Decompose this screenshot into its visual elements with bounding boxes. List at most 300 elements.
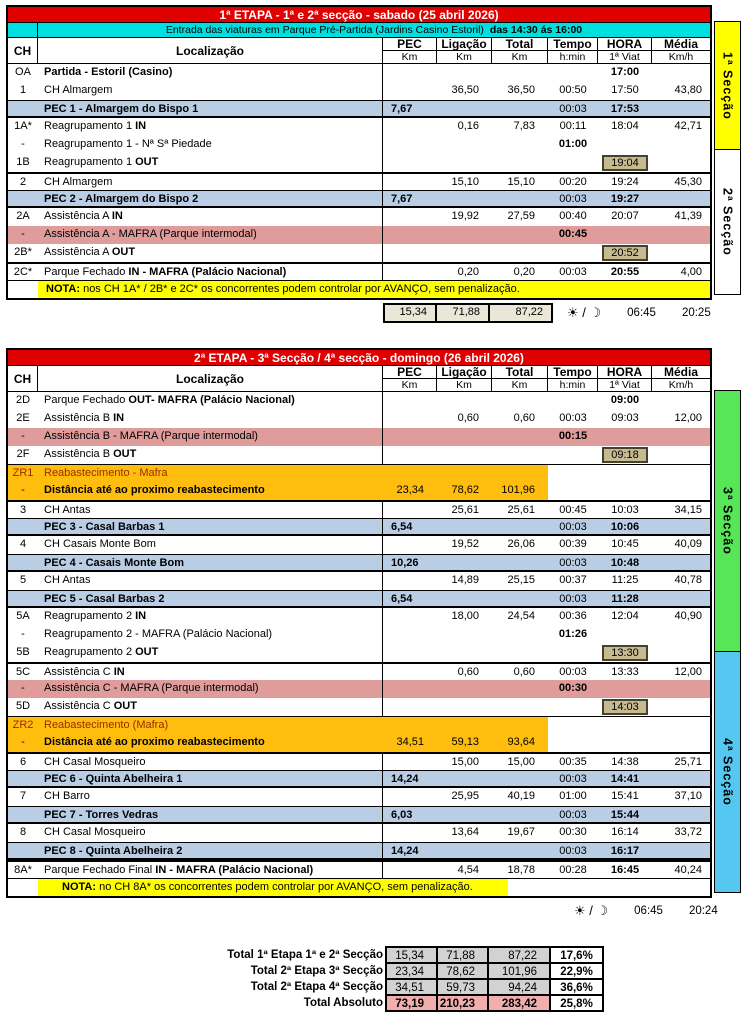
itinerary-row [8,154,710,172]
cell-localizacao: PEC 2 - Almargem do Bispo 2 [38,191,383,206]
header-col-lig [437,366,492,391]
cell-ch: 2E [16,412,30,424]
cell-hora [598,226,652,244]
cell-ch [8,101,38,116]
cell-pec: 6,54 [391,521,413,533]
cell-pec [383,608,437,626]
cell-localizacao: Reagrupamento 2 - MAFRA (Palácio Nacional) [38,626,383,644]
cell-ch: 2B* [14,246,32,258]
cell-hora: 14:41 [610,773,640,785]
cell-ch: 5 [19,574,27,586]
cell-lig [437,446,492,464]
cell-tot: 0,60 [513,666,535,678]
cell-hora: 10:45 [611,538,639,550]
cell-hora [598,482,652,500]
cell-media [652,771,710,786]
cell-tot [492,226,548,244]
cell-ch: 5C [15,666,31,678]
cell-pec [383,410,437,428]
cell-ch: ZR2 [8,717,38,734]
cell-pec [383,392,437,410]
cell-pec [383,174,437,190]
itinerary-row [8,464,710,482]
cell-lig: 4,54 [457,864,479,876]
cell-ch: 2D [15,394,31,406]
cell-pec [383,154,437,172]
cell-lig: 15,10 [451,176,479,188]
cell-media [652,64,710,82]
cell-tot [492,191,548,206]
totals-km-cell: 78,62 [436,962,489,980]
cell-hora: 10:03 [611,504,639,516]
cell-tempo: 00:03 [559,521,587,533]
cell-tot [492,555,548,570]
cell-pec [383,64,437,82]
itinerary-row [8,662,710,680]
stage-total-box: 87,22 [488,303,553,323]
header-col-tot [492,38,548,63]
cell-localizacao: Assistência A - MAFRA (Parque intermodal) [38,226,383,244]
section-band [714,149,741,295]
cell-localizacao: PEC 8 - Quinta Abelheira 2 [38,843,383,858]
cell-hora: 12:04 [611,610,639,622]
cell-hora: 10:48 [610,557,640,569]
cell-lig: 59,13 [437,734,492,752]
cell-lig [437,465,492,482]
itinerary-row [8,392,710,410]
hora-control-box: 20:52 [602,245,648,261]
header-col-line2: Km [511,379,528,391]
cell-ch [8,281,38,298]
cell-tot: 27,59 [507,210,535,222]
cell-lig [437,843,492,858]
cell-tempo: 00:03 [559,773,587,785]
cell-media [652,154,710,172]
section-band-label: 2ª Secção [720,188,735,257]
cell-tot [492,626,548,644]
cell-localizacao: PEC 3 - Casal Barbas 1 [38,519,383,534]
cell-hora [598,154,652,172]
cell-media [652,807,710,822]
totals-pct-cell: 17,6% [549,946,604,964]
cell-tot [492,680,548,698]
cell-hora: 20:55 [610,266,640,278]
cell-tempo: 00:36 [559,610,587,622]
cell-pec: 34,51 [383,734,437,752]
cell-localizacao: CH Barro [38,788,383,806]
itinerary-row [8,428,710,446]
cell-tempo [548,482,598,500]
cell-media: 37,10 [674,790,702,802]
cell-ch [8,555,38,570]
totals-pct-cell: 25,8% [549,994,604,1012]
totals-km-cell: 283,42 [487,994,551,1012]
cell-ch: 2C* [13,266,33,278]
cell-tot [492,519,548,534]
itinerary-row [8,878,710,896]
cell-hora: 11:28 [611,593,639,605]
cell-ch: 5B [16,646,30,658]
cell-hora [598,446,652,464]
cell-tempo: 00:03 [559,412,587,424]
totals-row-label: Total 2ª Etapa 4ª Secção [250,981,383,993]
cell-tot [492,154,548,172]
itinerary-row [8,280,710,298]
cell-pec [383,717,437,734]
header-col-line1: Tempo [548,38,597,51]
cell-hora [598,734,652,752]
cell-tot: 25,61 [507,504,535,516]
etapa-title: 1ª ETAPA - 1ª e 2ª secção - sabado (25 abril 2026) [8,7,710,23]
cell-tot [492,465,548,482]
cell-media [652,136,710,154]
cell-tot: 101,96 [492,482,548,500]
header-col-line2: Km [456,379,472,391]
cell-tot [492,244,548,262]
cell-hora [598,644,652,662]
header-col-line1: Total [492,366,547,379]
cell-localizacao: Parque Fechado IN - MAFRA (Palácio Nacional) [38,264,383,280]
cell-lig [437,136,492,154]
cell-lig [437,626,492,644]
cell-media: 33,72 [674,826,702,838]
cell-media [652,482,710,500]
itinerary-row [8,860,710,878]
cell-tot [492,101,548,116]
cell-lig: 25,95 [451,790,479,802]
cell-pec: 6,03 [391,809,413,821]
cell-localizacao: PEC 7 - Torres Vedras [38,807,383,822]
cell-pec [383,644,437,662]
header-ch: CH [8,366,38,391]
cell-pec [383,118,437,136]
cell-lig [437,680,492,698]
header-col-line1: Tempo [548,366,597,379]
header-col-line2: h:min [559,51,586,63]
cell-localizacao: CH Antas [38,572,383,590]
header-col-pec [383,366,437,391]
totals-km-cell: 15,34 [385,946,438,964]
cell-lig: 25,61 [451,504,479,516]
cell-tempo: 00:03 [559,809,587,821]
cell-ch [8,843,38,858]
cell-tempo: 00:39 [559,538,587,550]
cell-localizacao: PEC 6 - Quinta Abelheira 1 [38,771,383,786]
section-band-label: 3ª Secção [720,487,735,555]
itinerary-row [8,536,710,554]
cell-hora [598,136,652,154]
cell-tempo: 00:37 [559,574,587,586]
sunrise-time: 06:45 [627,307,656,319]
entry-time: das 14:30 ás 16:00 [489,24,583,36]
cell-media: 4,00 [680,266,702,278]
cell-media [652,680,710,698]
cell-localizacao: Reagrupamento 2 IN [38,608,383,626]
cell-tempo [548,717,598,734]
cell-lig: 13,64 [451,826,479,838]
cell-tot: 0,60 [513,412,535,424]
cell-pec: 14,24 [391,845,419,857]
section-band [714,390,741,652]
itinerary-row [8,518,710,536]
cell-localizacao: Parque Fechado Final IN - MAFRA (Palácio Nacional) [38,862,383,878]
cell-pec [383,208,437,226]
cell-localizacao: PEC 1 - Almargem do Bispo 1 [38,101,383,116]
itinerary-row [8,680,710,698]
nota-filler [508,879,710,896]
itinerary-row [8,716,710,734]
cell-hora: 19:27 [610,193,640,205]
etapa-1-section-bands [714,21,741,296]
nota-text: NOTA: no CH 8A* os concorrentes podem controlar por AVANÇO, sem penalização. [38,879,508,896]
cell-hora: 15:44 [610,809,640,821]
itinerary-row [8,626,710,644]
cell-localizacao: Assistência B OUT [38,446,383,464]
stage-total-box: 15,34 [383,303,437,323]
cell-lig [437,771,492,786]
cell-media: 34,15 [674,504,702,516]
cell-tot [492,64,548,82]
cell-lig [437,807,492,822]
cell-ch [8,191,38,206]
cell-tot: 15,10 [507,176,535,188]
cell-hora [598,626,652,644]
cell-tempo: 00:03 [559,103,587,115]
cell-pec [383,136,437,154]
cell-tempo: 00:03 [559,557,587,569]
cell-media: 12,00 [674,666,702,678]
cell-localizacao: CH Casal Mosqueiro [38,824,383,842]
cell-pec [383,428,437,446]
cell-tempo: 00:45 [558,228,588,240]
totals-km-cell: 210,23 [436,994,489,1012]
cell-lig: 0,60 [457,412,479,424]
etapa-2-summary-row [560,903,718,919]
cell-ch: 5A [16,610,30,622]
cell-localizacao: PEC 5 - Casal Barbas 2 [38,591,383,606]
cell-ch: 6 [19,756,27,768]
cell-pec [383,680,437,698]
header-localizacao: Localização [38,38,383,63]
cell-localizacao: Assistência B - MAFRA (Parque intermodal) [38,428,383,446]
cell-tempo: 00:03 [559,845,587,857]
cell-tot [492,428,548,446]
cell-media [652,244,710,262]
cell-tot: 24,54 [507,610,535,622]
cell-lig: 36,50 [451,84,479,96]
cell-ch: 5D [15,700,31,712]
cell-tot: 0,20 [513,266,535,278]
cell-lig [437,644,492,662]
header-col-line2: 1ª Viat [609,51,640,63]
itinerary-row [8,226,710,244]
cell-localizacao: Reabastecimento - Mafra [38,465,383,482]
cell-hora: 09:03 [611,412,639,424]
cell-lig [437,226,492,244]
header-col-line1: PEC [383,38,436,51]
cell-hora: 17:53 [610,103,640,115]
cell-hora: 13:33 [611,666,639,678]
cell-tempo [548,644,598,662]
cell-localizacao: Reabastecimento (Mafra) [38,717,383,734]
cell-pec [383,698,437,716]
cell-ch: - [21,628,25,640]
itinerary-row [8,118,710,136]
cell-ch [8,807,38,822]
cell-localizacao: CH Almargem [38,174,383,190]
cell-tempo: 00:45 [559,504,587,516]
totals-row-label: Total 2ª Etapa 3ª Secção [250,965,383,977]
cell-tempo: 00:20 [559,176,587,188]
itinerary-row [8,806,710,824]
cell-media: 40,78 [674,574,702,586]
itinerary-row [8,262,710,280]
cell-pec: 10,26 [391,557,419,569]
cell-hora: 15:41 [611,790,639,802]
cell-ch [8,879,38,896]
totals-table [0,946,752,1012]
cell-tot: 36,50 [507,84,535,96]
header-localizacao: Localização [38,366,383,391]
totals-km-cell: 101,96 [487,962,551,980]
cell-localizacao: Distância até ao proximo reabastecimento [38,734,383,752]
cell-pec [383,862,437,878]
header-col-hora [598,38,652,63]
totals-pct-cell: 36,6% [549,978,604,996]
table-header [8,38,710,64]
header-col-line1: Total [492,38,547,51]
cell-tot [492,446,548,464]
cell-media [652,446,710,464]
cell-lig [437,428,492,446]
cell-ch: - [21,228,25,240]
cell-lig [437,191,492,206]
totals-row [0,994,752,1012]
cell-hora [598,680,652,698]
cell-tot [492,392,548,410]
cell-localizacao: Reagrupamento 1 OUT [38,154,383,172]
cell-tempo [548,734,598,752]
section-band [714,651,741,893]
cell-lig: 78,62 [437,482,492,500]
cell-media [652,226,710,244]
hora-control-box: 14:03 [602,699,648,715]
itinerary-row [8,590,710,608]
header-col-line1: Média [652,366,710,379]
entry-ch-cell [8,23,38,37]
itinerary-row [8,82,710,100]
cell-tot: 93,64 [492,734,548,752]
cell-localizacao: Parque Fechado OUT- MAFRA (Palácio Nacional) [38,392,383,410]
totals-km-cell: 71,88 [436,946,489,964]
totals-km-cell: 59,73 [436,978,489,996]
cell-tot: 7,83 [513,120,535,132]
cell-localizacao: Assistência B IN [38,410,383,428]
cell-tempo: 00:03 [559,593,587,605]
cell-pec [383,664,437,680]
cell-lig: 19,92 [451,210,479,222]
cell-hora [598,698,652,716]
cell-localizacao: Reagrupamento 1 IN [38,118,383,136]
cell-ch: 1A* [14,120,32,132]
cell-ch: 7 [19,790,27,802]
cell-media [652,101,710,116]
cell-pec [383,626,437,644]
cell-hora [598,428,652,446]
cell-lig: 15,00 [451,756,479,768]
cell-hora: 14:38 [611,756,639,768]
cell-lig [437,244,492,262]
cell-tempo: 00:40 [559,210,587,222]
itinerary-row [8,734,710,752]
cell-media [652,428,710,446]
cell-lig: 0,20 [457,266,479,278]
cell-hora [598,465,652,482]
cell-pec [383,788,437,806]
header-col-line2: Km/h [668,51,694,63]
cell-localizacao: Assistência A IN [38,208,383,226]
cell-ch [8,591,38,606]
cell-tempo: 00:03 [559,266,587,278]
header-col-media [652,38,710,63]
itinerary-row [8,244,710,262]
itinerary-row [8,64,710,82]
header-col-tempo [548,38,598,63]
header-col-line1: HORA [598,366,651,379]
totals-pct-cell: 22,9% [549,962,604,980]
cell-tempo [548,392,598,410]
cell-tempo [548,446,598,464]
totals-km-cell: 94,24 [487,978,551,996]
cell-tempo: 00:15 [558,430,588,442]
cell-tot [492,136,548,154]
cell-lig: 0,60 [457,666,479,678]
cell-hora: 11:25 [611,574,639,586]
header-col-line1: PEC [383,366,436,379]
etapa-1-table [6,5,712,300]
cell-media [652,519,710,534]
cell-tot: 25,15 [507,574,535,586]
cell-tot [492,698,548,716]
header-col-pec [383,38,437,63]
header-col-line1: HORA [598,38,651,51]
header-col-line2: 1ª Viat [609,379,640,391]
itinerary-row [8,190,710,208]
cell-tempo: 00:03 [559,666,587,678]
cell-hora: 16:17 [610,845,640,857]
totals-km-cell: 87,22 [487,946,551,964]
cell-pec [383,824,437,842]
cell-pec: 6,54 [391,593,413,605]
cell-pec [383,754,437,770]
cell-hora: 16:45 [610,864,640,876]
header-col-line2: Km/h [668,379,694,391]
cell-lig [437,519,492,534]
itinerary-row [8,752,710,770]
hora-control-box: 13:30 [602,645,648,661]
cell-ch: - [21,138,25,150]
nota-text: NOTA: nos CH 1A* / 2B* e 2C* os concorrentes podem controlar por AVANÇO, sem penalização. [38,281,710,298]
cell-localizacao: PEC 4 - Casais Monte Bom [38,555,383,570]
cell-ch: 3 [19,504,27,516]
cell-media: 43,80 [674,84,702,96]
header-col-tempo [548,366,598,391]
cell-localizacao: Assistência C - MAFRA (Parque intermodal) [38,680,383,698]
cell-tot [492,717,548,734]
section-band [714,21,741,150]
cell-tot [492,807,548,822]
cell-media [652,591,710,606]
